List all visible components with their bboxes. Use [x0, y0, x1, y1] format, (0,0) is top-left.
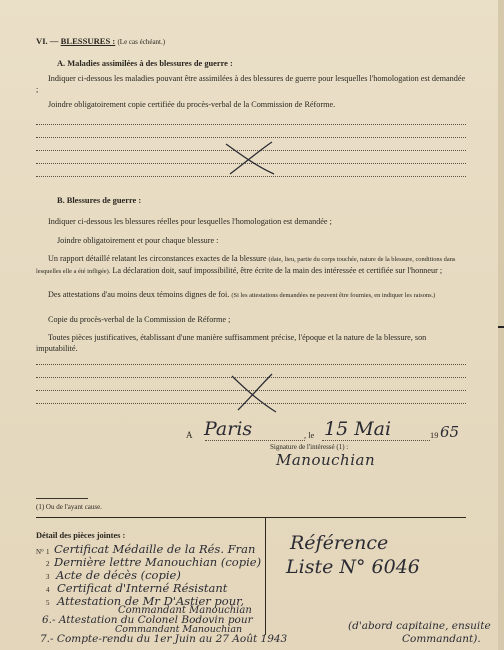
cross-out-mark-b: [228, 370, 280, 416]
city-handwritten: Paris: [204, 418, 253, 440]
attachment-item: Commandant Manouchian: [115, 624, 243, 635]
item-number: 2: [46, 560, 50, 568]
dotted-line: [36, 364, 466, 365]
attachment-item: Certificat Médaille de la Rés. Fran: [54, 542, 256, 556]
attachment-item: (d'abord capitaine, ensuite: [348, 620, 491, 632]
attachment-item: Acte de décès (copie): [56, 568, 181, 582]
attachments-title: Détail des pièces jointes :: [36, 531, 126, 540]
attachments-box-divider: [265, 517, 266, 635]
part-b-p3: Un rapport détaillé relatant les circonstances exactes de la blessure (date, lieu, partie du corps touchée, nature de la blessure, conditions dans lesquelles elle a été infligée). La déclaration doit, sauf impossibilité, être écrite de la main des intéressée et certifiée sur l'honneur ;: [36, 254, 456, 275]
attachments-no-label: N°: [36, 548, 44, 556]
part-b-p5: Copie du procès-verbal de la Commission de Réforme ;: [48, 315, 231, 324]
date-label: , le: [304, 431, 315, 440]
attachment-item: 7.- Compte-rendu du 1er Juin au 27 Août 1943: [40, 633, 288, 645]
signature-handwritten: Manouchian: [276, 451, 376, 469]
city-line: [205, 440, 305, 441]
section-number: VI. —: [36, 36, 59, 46]
cross-out-mark-a: [222, 138, 278, 178]
date-handwritten: 15 Mai: [324, 418, 392, 440]
part-b-title: B. Blessures de guerre :: [57, 196, 142, 205]
reference-list-number: Liste N° 6046: [286, 556, 420, 578]
part-b-p6: Toutes pièces justificatives, établissant d'une manière suffisamment précise, l'époque et la nature de la blessure, son imputabilité.: [36, 333, 427, 353]
section-heading: BLESSURES :: [60, 36, 116, 46]
place-prefix: A: [186, 430, 193, 440]
item-number: 1: [46, 548, 50, 556]
margin-mark: [498, 326, 504, 328]
item-number: 3: [46, 573, 50, 581]
attachments-box-top: [36, 517, 466, 518]
attachment-item: Commandant).: [402, 633, 481, 645]
footnote-rule: [36, 498, 88, 499]
footnote: (1) Ou de l'ayant cause.: [36, 503, 102, 511]
part-a-title: A. Maladies assimilées à des blessures de guerre :: [57, 59, 233, 68]
attachment-item: Attestation de Mr D'Astier pour,: [57, 594, 244, 608]
part-a-p2: Joindre obligatoirement copie certifiée du procès-verbal de la Commission de Réforme.: [48, 100, 336, 109]
section-note: (Le cas échéant.): [117, 38, 166, 46]
attachment-item: Dernière lettre Manouchian (copie): [54, 555, 262, 569]
page-edge: [498, 0, 504, 650]
year-handwritten: 65: [440, 423, 460, 441]
section-title: [36, 36, 165, 46]
date-line: [322, 440, 430, 441]
attachment-item: Commandant Manouchian: [118, 605, 252, 616]
part-b-p4: Des attestations d'au moins deux témoins dignes de foi. (Si les attestations demandées ne peuvent être fournies, en indiquer les raisons.): [48, 290, 436, 299]
attachment-item: Certificat d'Interné Résistant: [57, 581, 228, 595]
item-number: 4: [46, 586, 50, 594]
part-a-p1: Indiquer ci-dessous les maladies pouvant être assimilées à des blessures de guerre pour lesquelles l'homologation est demandée ;: [36, 74, 466, 94]
signature-label: Signature de l'intéressé (1) :: [270, 443, 349, 451]
reference-title: Référence: [290, 532, 389, 554]
year-printed: 19: [430, 431, 439, 440]
dotted-line: [36, 124, 466, 125]
item-number: 5: [46, 599, 50, 607]
part-b-p2: Joindre obligatoirement et pour chaque blessure :: [57, 236, 219, 245]
attachment-item: 6.- Attestation du Colonel Bodovin pour: [42, 614, 253, 626]
part-b-p1: Indiquer ci-dessous les blessures réelles pour lesquelles l'homologation est demandée ;: [48, 217, 332, 226]
